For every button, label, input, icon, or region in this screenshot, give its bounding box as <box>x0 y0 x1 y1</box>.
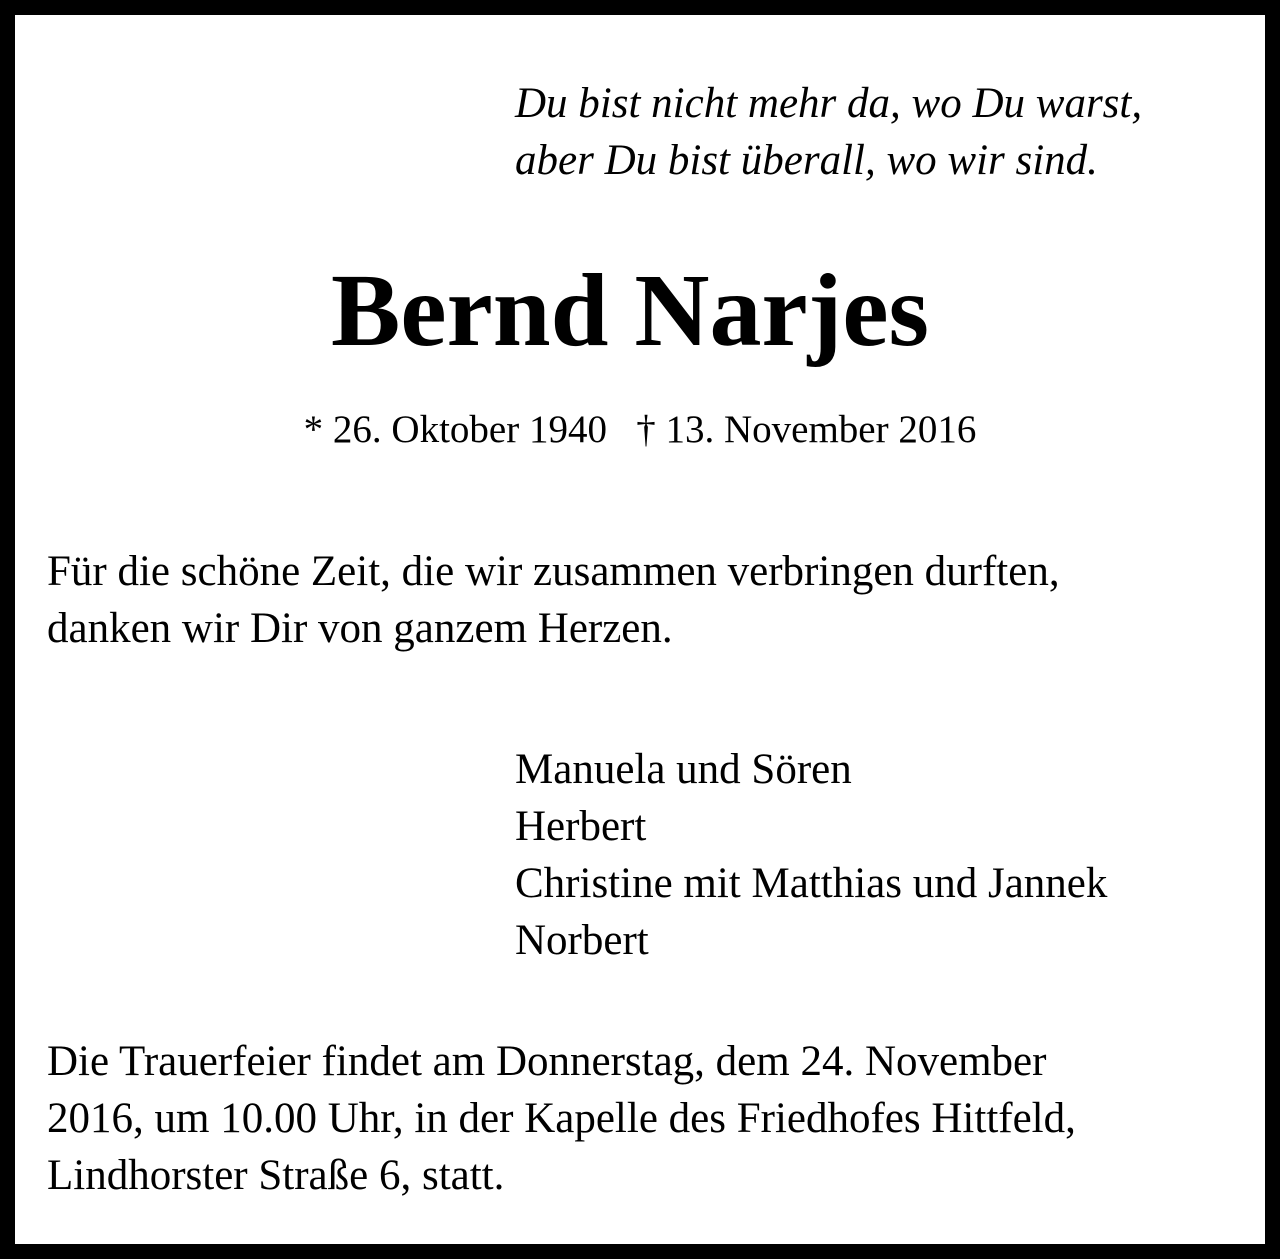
quote-line-2: aber Du bist überall, wo wir sind. <box>515 137 1098 184</box>
ceremony-line-2: 2016, um 10.00 Uhr, in der Kapelle des Friedhofes Hittfeld, <box>47 1095 1076 1142</box>
obituary-notice <box>15 15 1265 1244</box>
life-dates <box>15 405 1265 455</box>
memorial-quote <box>515 75 1142 189</box>
funeral-details <box>47 1033 1076 1204</box>
mourner-entry: Christine mit Matthias und Jannek <box>515 860 1108 907</box>
thanks-line-2: danken wir Dir von ganzem Herzen. <box>47 605 673 652</box>
thanks-message <box>47 543 1060 657</box>
ceremony-line-3: Lindhorster Straße 6, statt. <box>47 1152 505 1199</box>
mourner-entry: Norbert <box>515 917 649 964</box>
mourners-list <box>515 741 1107 969</box>
quote-line-1: Du bist nicht mehr da, wo Du warst, <box>515 80 1143 127</box>
mourner-entry: Manuela und Sören <box>515 746 852 793</box>
ceremony-line-1: Die Trauerfeier findet am Donnerstag, dem 24. November <box>47 1038 1047 1085</box>
thanks-line-1: Für die schöne Zeit, die wir zusammen verbringen durften, <box>47 548 1060 595</box>
death-date: † 13. November 2016 <box>636 408 977 451</box>
mourner-entry: Herbert <box>515 803 647 850</box>
deceased-name: Bernd Narjes <box>331 253 929 368</box>
birth-date: * 26. Oktober 1940 <box>303 408 607 451</box>
